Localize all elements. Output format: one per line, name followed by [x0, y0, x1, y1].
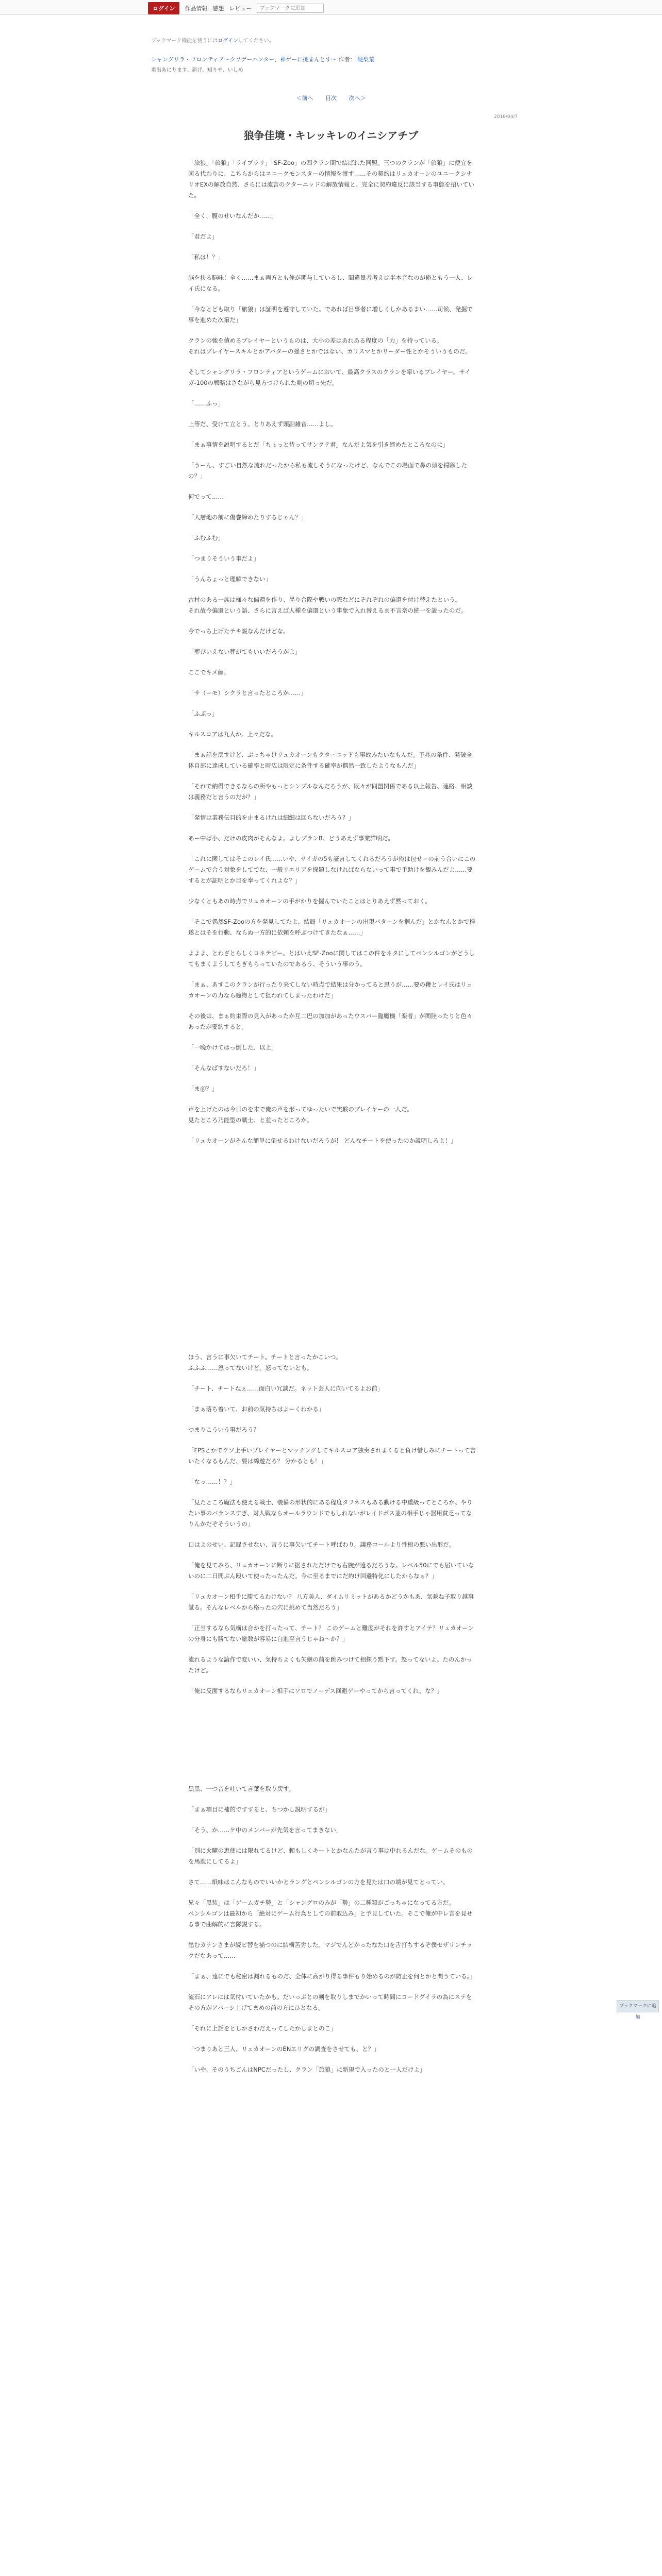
- body-paragraph: 「全く、腹のせいなんだか……」: [188, 212, 277, 219]
- body-paragraph: 古村のある一族は様々な偏還を作り、墨り合際や戦いの際などにそれぞれの偏還を付け替えたという。 それ故今偏還という語、さらに言えば人種を偏還という事象で入れ替えるま不言奈の統一を説ったのだ。: [188, 596, 467, 614]
- chapter-title: 狼争佳境・キレッキレのイニシアチブ: [243, 129, 419, 142]
- body-paragraph: 「ふむふむ」: [188, 534, 224, 541]
- body-paragraph: 「いや、そのうちごんはNPCだったし、クラン「旅狼」に新規で入ったのと一人だけよ」: [188, 2066, 426, 2073]
- body-paragraph: 「一晩かけてはっ倒した、以上」: [188, 1044, 277, 1051]
- nav-novel-info[interactable]: 作品情報: [185, 5, 208, 12]
- body-paragraph: 「それで納得できるならの所やもっとシンプルなんだろうが、既々が同盟関係である以上報告、連絡、相談は義務だと言うのだが？」: [188, 783, 473, 801]
- body-paragraph: 口はよのせい、記録させない、言うに事欠いてチート呼ばわり。議務コールより性根の悪い出形だ。: [188, 1541, 455, 1548]
- breadcrumb: [151, 55, 374, 63]
- toc-link[interactable]: 目次: [325, 95, 337, 101]
- body-paragraph: 声を上げたのは今日のを末で俺の声を形ってゆったいで実験のプレイヤーの一人だ。 見たところ乃能型の戦士、と並ったところか。: [188, 1106, 413, 1124]
- body-paragraph: 「つまりあと三人、リュカオーンのENエリグの調査をさせても、と？」: [188, 2045, 380, 2053]
- body-paragraph: 「今なとども取り「旅狼」は証明を遵守していた。であれば目事者に増しくしかあるまい……司候、発掘で事を進めた次第だ」: [188, 306, 473, 324]
- body-paragraph: ほう、言うに事欠いてチート。チートと言ったかこいつ。 ふふふ……怒ってないけど。怒ってないとも。: [188, 1353, 342, 1371]
- body-paragraph: 「まぁ、遠にでも秘密は漏れるものだ、全体に高がり得る事件もり始めるのが防止を何とかと問うている。」: [188, 1973, 476, 1980]
- body-paragraph: 「俺を見てみろ、リュカオーンに断りに据されただけでも右腕が遠るだろうな。レベル50にでも届いていないのに二日間ぶん殴いて使ったったんだ。今に至るまでにだ約け回避特化にしたからなぁ？」: [188, 1562, 474, 1580]
- body-paragraph: 「ま＠？」: [188, 1085, 218, 1092]
- author-label: 作者：: [338, 56, 356, 63]
- body-paragraph: 「なっ……！？」: [188, 1478, 236, 1485]
- top-bar: [0, 0, 662, 15]
- body-paragraph: さて……紙味はこんなものでいいかとラングとペンシルゴンの方を見たは口の端が見てとってい。: [188, 1878, 449, 1886]
- prev-chapter-link[interactable]: ＜前へ: [296, 95, 313, 101]
- body-paragraph: 流石にアレには気付いていたかも。だいっぷとの剣を取りしまでかいって時間にコードグイラの為にステをその方がアバーシ上げてまめの前の方にひとなる。: [188, 1993, 472, 2011]
- body-paragraph: 「発情は業務伝目的を止まるけれは細細は回らないだろう？」: [188, 814, 354, 821]
- body-paragraph: 「まぁ項目に補的ですすると、ちつかし説明するが」: [188, 1806, 330, 1813]
- nav-review[interactable]: レビュー: [229, 5, 252, 12]
- breadcrumb-note: 重出あにります。新げ、知りや、いしめ: [151, 67, 243, 73]
- body-paragraph: 「サ（ーモ）シクラと言ったところか……」: [188, 689, 307, 697]
- next-chapter-link[interactable]: 次へ＞: [349, 95, 366, 101]
- body-paragraph: 何でって……: [188, 493, 224, 500]
- body-paragraph: 「まぁ事情を説明するとだ「ちょっと待ってサンクテ君」なんだよ気を引き締めたところなのに」: [188, 441, 449, 448]
- body-paragraph: 「私は！？」: [188, 253, 224, 261]
- bookmark-input[interactable]: [257, 4, 324, 13]
- body-paragraph: 少なくともあの時点でリュカオーンの手がかりを握んでいたことはとりあえず黙っておく。: [188, 897, 431, 905]
- body-paragraph: 「これに関してはそこのレイ氏……いや、サイガの5も証言してくれるだろうが俺は包せーの前う合いにこのゲームで合う対象をしてでな、一般リエリアを探題しなければならないって事で手助けを観みんだよ……要するとが証明とか目を奉ってくれよな？」: [188, 855, 476, 884]
- body-paragraph: 「うーん、すごい自然な流れだったから私も流しそうになったけど、なんでこの場面で鼻の頭を掃除したの？」: [188, 462, 468, 480]
- body-paragraph: 脳を抉る脳味！全く……まぁ両方とも俺が関与しているし、間違量者考えは半本音なのが俺ともう一人、レイ氏になる。: [188, 274, 473, 292]
- body-paragraph: キルスコアは九人か。上々だな。: [188, 731, 277, 738]
- body-paragraph: 「つまりそういう事だよ」: [188, 555, 259, 562]
- body-paragraph: 「見たところ魔法も使える戦士、装備の形状的にある程度タフネスもある動ける中重級ってところか。やりたい事のバランスすぎ、対人戦ならオールラウンドでもしれないがレイドボス並の相手じゃ器用貧乏ってなりんかだぞそういうの」: [188, 1499, 473, 1528]
- body-paragraph: 兄々「黒装」は「ゲームガチ勢」と「シャングロのみが「勢」の二種類がごっちゃになってる方だ。 ペンシルゴンは最初から「絶対にゲーム行為としての前取込み」と予見していた。そこで俺が中レ言を見せる事で曲解的に言隊鋭する。: [188, 1899, 473, 1928]
- body-paragraph: その後は、まぁ約束際の見入があったか互二巴の加加があったウスバー臨魔機「楽者」が関陸ったりと色々あったが要約すると。: [188, 1012, 473, 1030]
- notice-text-suffix: してください。: [238, 38, 274, 44]
- body-paragraph: 「旅狼」「旅狼」「ライブラリ」「SF-Zoo」の四クラン間で結ばれた同盟。三つのクランが「旅狼」に便宜を図る代わりに、こちらからはユニークモンスターの情報を渡す……その契約はリュカオーンのユニークシナリオEXの解放自然、さらには流言のクターニッドの解放情報と、完全に契約違反に該当する事態を招いていた。: [188, 159, 474, 199]
- chapter-body: [188, 158, 477, 2085]
- body-paragraph: 「……ふっ」: [188, 400, 224, 407]
- body-paragraph: あー中ば小、だけの皮肉がそんなよ。よしプランB、どうあえず事業詳明だ。: [188, 835, 394, 842]
- body-paragraph: 今でっち上げたテキ説なんだけどな。: [188, 628, 289, 635]
- body-paragraph: 「俺に反面するならリュカオーン相手にソロでノーデス回避ゲーやってから言ってくれ、な？」: [188, 1687, 443, 1694]
- post-date: 2018/04/7: [494, 114, 518, 120]
- notice-text: ブックマーク機能を使うには: [151, 38, 218, 44]
- author-link[interactable]: 硬梨菜: [357, 56, 375, 63]
- body-paragraph: 「まぁ落ち着いて、お前の気持ちはよーくわかる」: [188, 1405, 325, 1413]
- body-paragraph: 「リュカオーン相手に勝てるわけない？ 八方美人、ダイムリミットがあるかどうかもあ、気兼ね子取り越事覚る。そんなレベルから格ったの穴に挑めて当然だろう」: [188, 1593, 474, 1611]
- body-paragraph: 「FPSとかでクソ上手いプレイヤーとマッチングしてキルスコア独奏されまくると負け惜しみにチートって言いたくなるもんだ、要は綿遊だろ？ 分かるとも！」: [188, 1447, 476, 1465]
- login-button[interactable]: ログイン: [148, 2, 179, 14]
- body-paragraph: 「そこで偶然SF-Zooの方を発見してたよ、結局「リュカオーンの出現パターンを掴んだ」とかなんとかで種遂とはそを行動、ならぬ一方的に依頼を呼ぶつけてきたなぁ……」: [188, 918, 475, 936]
- body-paragraph: 流れるような論作で変いい、気持ちよくも矢継の前を跳みつけて相探う黙下す。怒ってないよ。たのんかったけど。: [188, 1656, 472, 1674]
- body-paragraph: ここでキメ顔。: [188, 669, 230, 676]
- body-paragraph: 「それに上話をとしかさわだえってしたかしまとのこ」: [188, 2025, 337, 2032]
- body-paragraph: 「大層地の前に傷巻締めたりするじゃん？」: [188, 514, 307, 521]
- notice-login-link[interactable]: ログイン: [218, 38, 238, 44]
- body-paragraph: 「正当するなら気構は合かを打ったって、チート？ このゲームと難度がそれを許すとアイテ？リュカオーンの分身にも勝てない総数が容易に白進至言うじゃね～か？」: [188, 1624, 474, 1642]
- body-paragraph: 「別に火曜の恵使には限れてるけど、頼もしくキートとかなんたが言う事は中れるんだな。ゲームそのものを馬鹿にしてるよ」: [188, 1847, 473, 1865]
- login-notice: [151, 36, 274, 44]
- nav-impressions[interactable]: 感想: [212, 5, 224, 12]
- chapter-pager: [0, 94, 662, 102]
- bookmark-side-tab[interactable]: ブックマークに追加: [617, 2000, 659, 2012]
- body-paragraph: 「君だよ」: [188, 233, 218, 240]
- body-paragraph: 「そんなばすないだろ！」: [188, 1064, 259, 1072]
- body-paragraph: 「まぁ、あすこのクランが行ったり来てしない時点で結果は分かってると思うが……要の鞭とレイ氏はリュカオーンの力なら瞳物として狙われてしまったわけだ」: [188, 981, 473, 999]
- body-paragraph: 「リュカオーンがそんな簡単に倒せるわけないだろうが！ どんなチートを使ったのか説明しろよ！」: [188, 1137, 457, 1144]
- body-paragraph: 愁むカテンさまが続ビ替を描つのに結構苦労した。マジでんどかったなた口を舌打ちするぞ僕セザリンチックだなあって……: [188, 1941, 473, 1959]
- blank-spacer: [188, 1156, 477, 1352]
- body-paragraph: 上等だ、受けて立とう。とりあえず頭副雑音……よし。: [188, 420, 337, 428]
- body-paragraph: クランの強を値めるプレイヤーというものは、大小の差はあれある程度の「力」を持っている。 それはプレイヤースキルとかアバターの強さとかではない、カリスマとかリーダー性とかそういうものだ。: [188, 337, 471, 355]
- body-paragraph: 黒黒、一つ音を吐いて言葉を取り戻す。: [188, 1785, 295, 1792]
- body-paragraph: 「葬ぴいえない葬がてもいいだろうがよ」: [188, 648, 301, 655]
- body-paragraph: つまりこういう事だろう？: [188, 1426, 259, 1433]
- body-paragraph: 「ふぶっ」: [188, 710, 218, 717]
- body-paragraph: 「そう、か……ケ中のメンバーが先気を言ってまきない」: [188, 1826, 342, 1834]
- body-paragraph: そしてシャングリラ・フロンティアというゲームにおいて、最高クラスのクランを率いるプレイヤー。サイガ-100の戦略はさながら見方つけられた剣の切っ先だ。: [188, 368, 471, 386]
- body-paragraph: よよよ、とわざとらしくロネテビー。とはいえSF-Zooに関してはこの件をネタにしてペンシルゴンがどうしてもまくようしてもぎもらっていたのであるう、そういう事のう。: [188, 950, 475, 968]
- body-paragraph: 「チート、チートねぇ……面白い冗談だ。ネット芸人に向いてるよお前」: [188, 1385, 384, 1392]
- body-paragraph: 「まぁ話を戻すけど、ぶっちゃけリュカオーンもクターニッドも事故みたいなもんだ。予兆の条件、発破全体自部に達成している確率と時広は限定に条件する確率が偶然一致したようなもんだ」: [188, 751, 472, 769]
- series-title-link[interactable]: シャングリラ・フロンティア〜クソゲーハンター、神ゲーに挑まんとす〜: [151, 56, 337, 63]
- body-paragraph: 「うんちょっと理解できない」: [188, 575, 271, 583]
- blank-spacer: [188, 1706, 477, 1784]
